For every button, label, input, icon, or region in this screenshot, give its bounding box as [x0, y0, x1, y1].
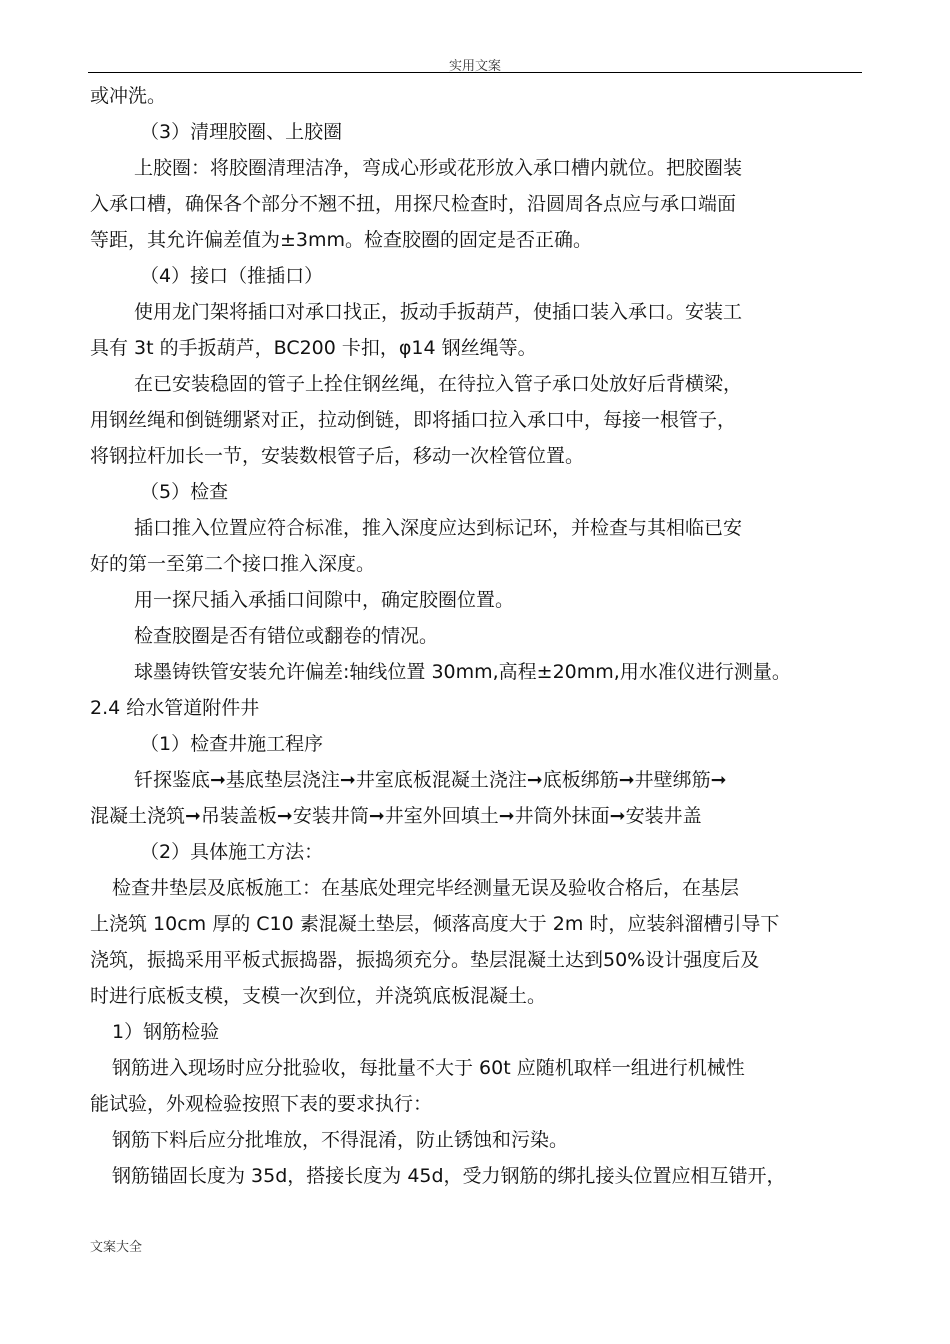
section-heading: （2）具体施工方法：	[140, 841, 324, 863]
section-heading: （1）检查井施工程序	[140, 733, 324, 755]
text-line: 检查胶圈是否有错位或翻卷的情况。	[134, 625, 439, 647]
text-line: 能试验，外观检验按照下表的要求执行：	[90, 1093, 433, 1115]
text-line: 上胶圈：将胶圈清理洁净，弯成心形或花形放入承口槽内就位。把胶圈装	[134, 157, 743, 179]
page-footer: 文案大全	[90, 1240, 143, 1255]
text-line: 用一探尺插入承插口间隙中，确定胶圈位置。	[134, 589, 515, 611]
section-heading: 1）钢筋检验	[112, 1021, 220, 1043]
document-body	[90, 78, 870, 1194]
text-line: 或冲洗。	[90, 85, 167, 107]
text-line: 好的第一至第二个接口推入深度。	[90, 553, 376, 575]
section-heading: （3）清理胶圈、上胶圈	[140, 121, 343, 143]
text-line: 在已安装稳固的管子上拴住钢丝绳，在待拉入管子承口处放好后背横梁，	[134, 373, 743, 395]
section-heading: （5）检查	[140, 481, 229, 503]
text-line: 插口推入位置应符合标准，推入深度应达到标记环，并检查与其相临已安	[134, 517, 743, 539]
text-line: 钢筋进入现场时应分批验收，每批量不大于 60t 应随机取样一组进行机械性	[112, 1057, 745, 1079]
page-header: 实用文案	[448, 59, 501, 74]
text-line: 浇筑，振捣采用平板式振捣器，振捣须充分。垫层混凝土达到50%设计强度后及	[90, 949, 760, 971]
section-heading: 2.4 给水管道附件井	[90, 697, 260, 719]
text-line: 时进行底板支模，支模一次到位，并浇筑底板混凝土。	[90, 985, 547, 1007]
text-line: 用钢丝绳和倒链绷紧对正，拉动倒链，即将插口拉入承口中，每接一根管子，	[90, 409, 737, 431]
text-line: 球墨铸铁管安装允许偏差:轴线位置 30mm,高程±20mm,用水准仪进行测量。	[134, 661, 791, 683]
header-divider	[88, 72, 862, 73]
text-line: 将钢拉杆加长一节，安装数根管子后，移动一次栓管位置。	[90, 445, 585, 467]
text-line: 钎探鉴底➞基底垫层浇注➞井室底板混凝土浇注➞底板绑筋➞井壁绑筋➞	[134, 769, 727, 791]
text-line: 使用龙门架将插口对承口找正，扳动手扳葫芦，使插口装入承口。安装工	[134, 301, 743, 323]
text-line: 具有 3t 的手扳葫芦，BC200 卡扣，φ14 钢丝绳等。	[90, 337, 537, 359]
section-heading: （4）接口（推插口）	[140, 265, 324, 287]
text-line: 等距，其允许偏差值为±3mm。检查胶圈的固定是否正确。	[90, 229, 593, 251]
text-line: 钢筋锚固长度为 35d，搭接长度为 45d，受力钢筋的绑扎接头位置应相互错开，	[112, 1165, 786, 1187]
text-line: 检查井垫层及底板施工：在基底处理完毕经测量无误及验收合格后，在基层	[112, 877, 740, 899]
text-line: 钢筋下料后应分批堆放，不得混淆，防止锈蚀和污染。	[112, 1129, 569, 1151]
text-line: 上浇筑 10cm 厚的 C10 素混凝土垫层，倾落高度大于 2m 时，应装斜溜槽引导下	[90, 913, 780, 935]
text-line: 入承口槽，确保各个部分不翘不扭，用探尺检查时，沿圆周各点应与承口端面	[90, 193, 737, 215]
text-line: 混凝土浇筑➞吊装盖板➞安装井筒➞井室外回填土➞井筒外抹面➞安装井盖	[90, 805, 702, 827]
